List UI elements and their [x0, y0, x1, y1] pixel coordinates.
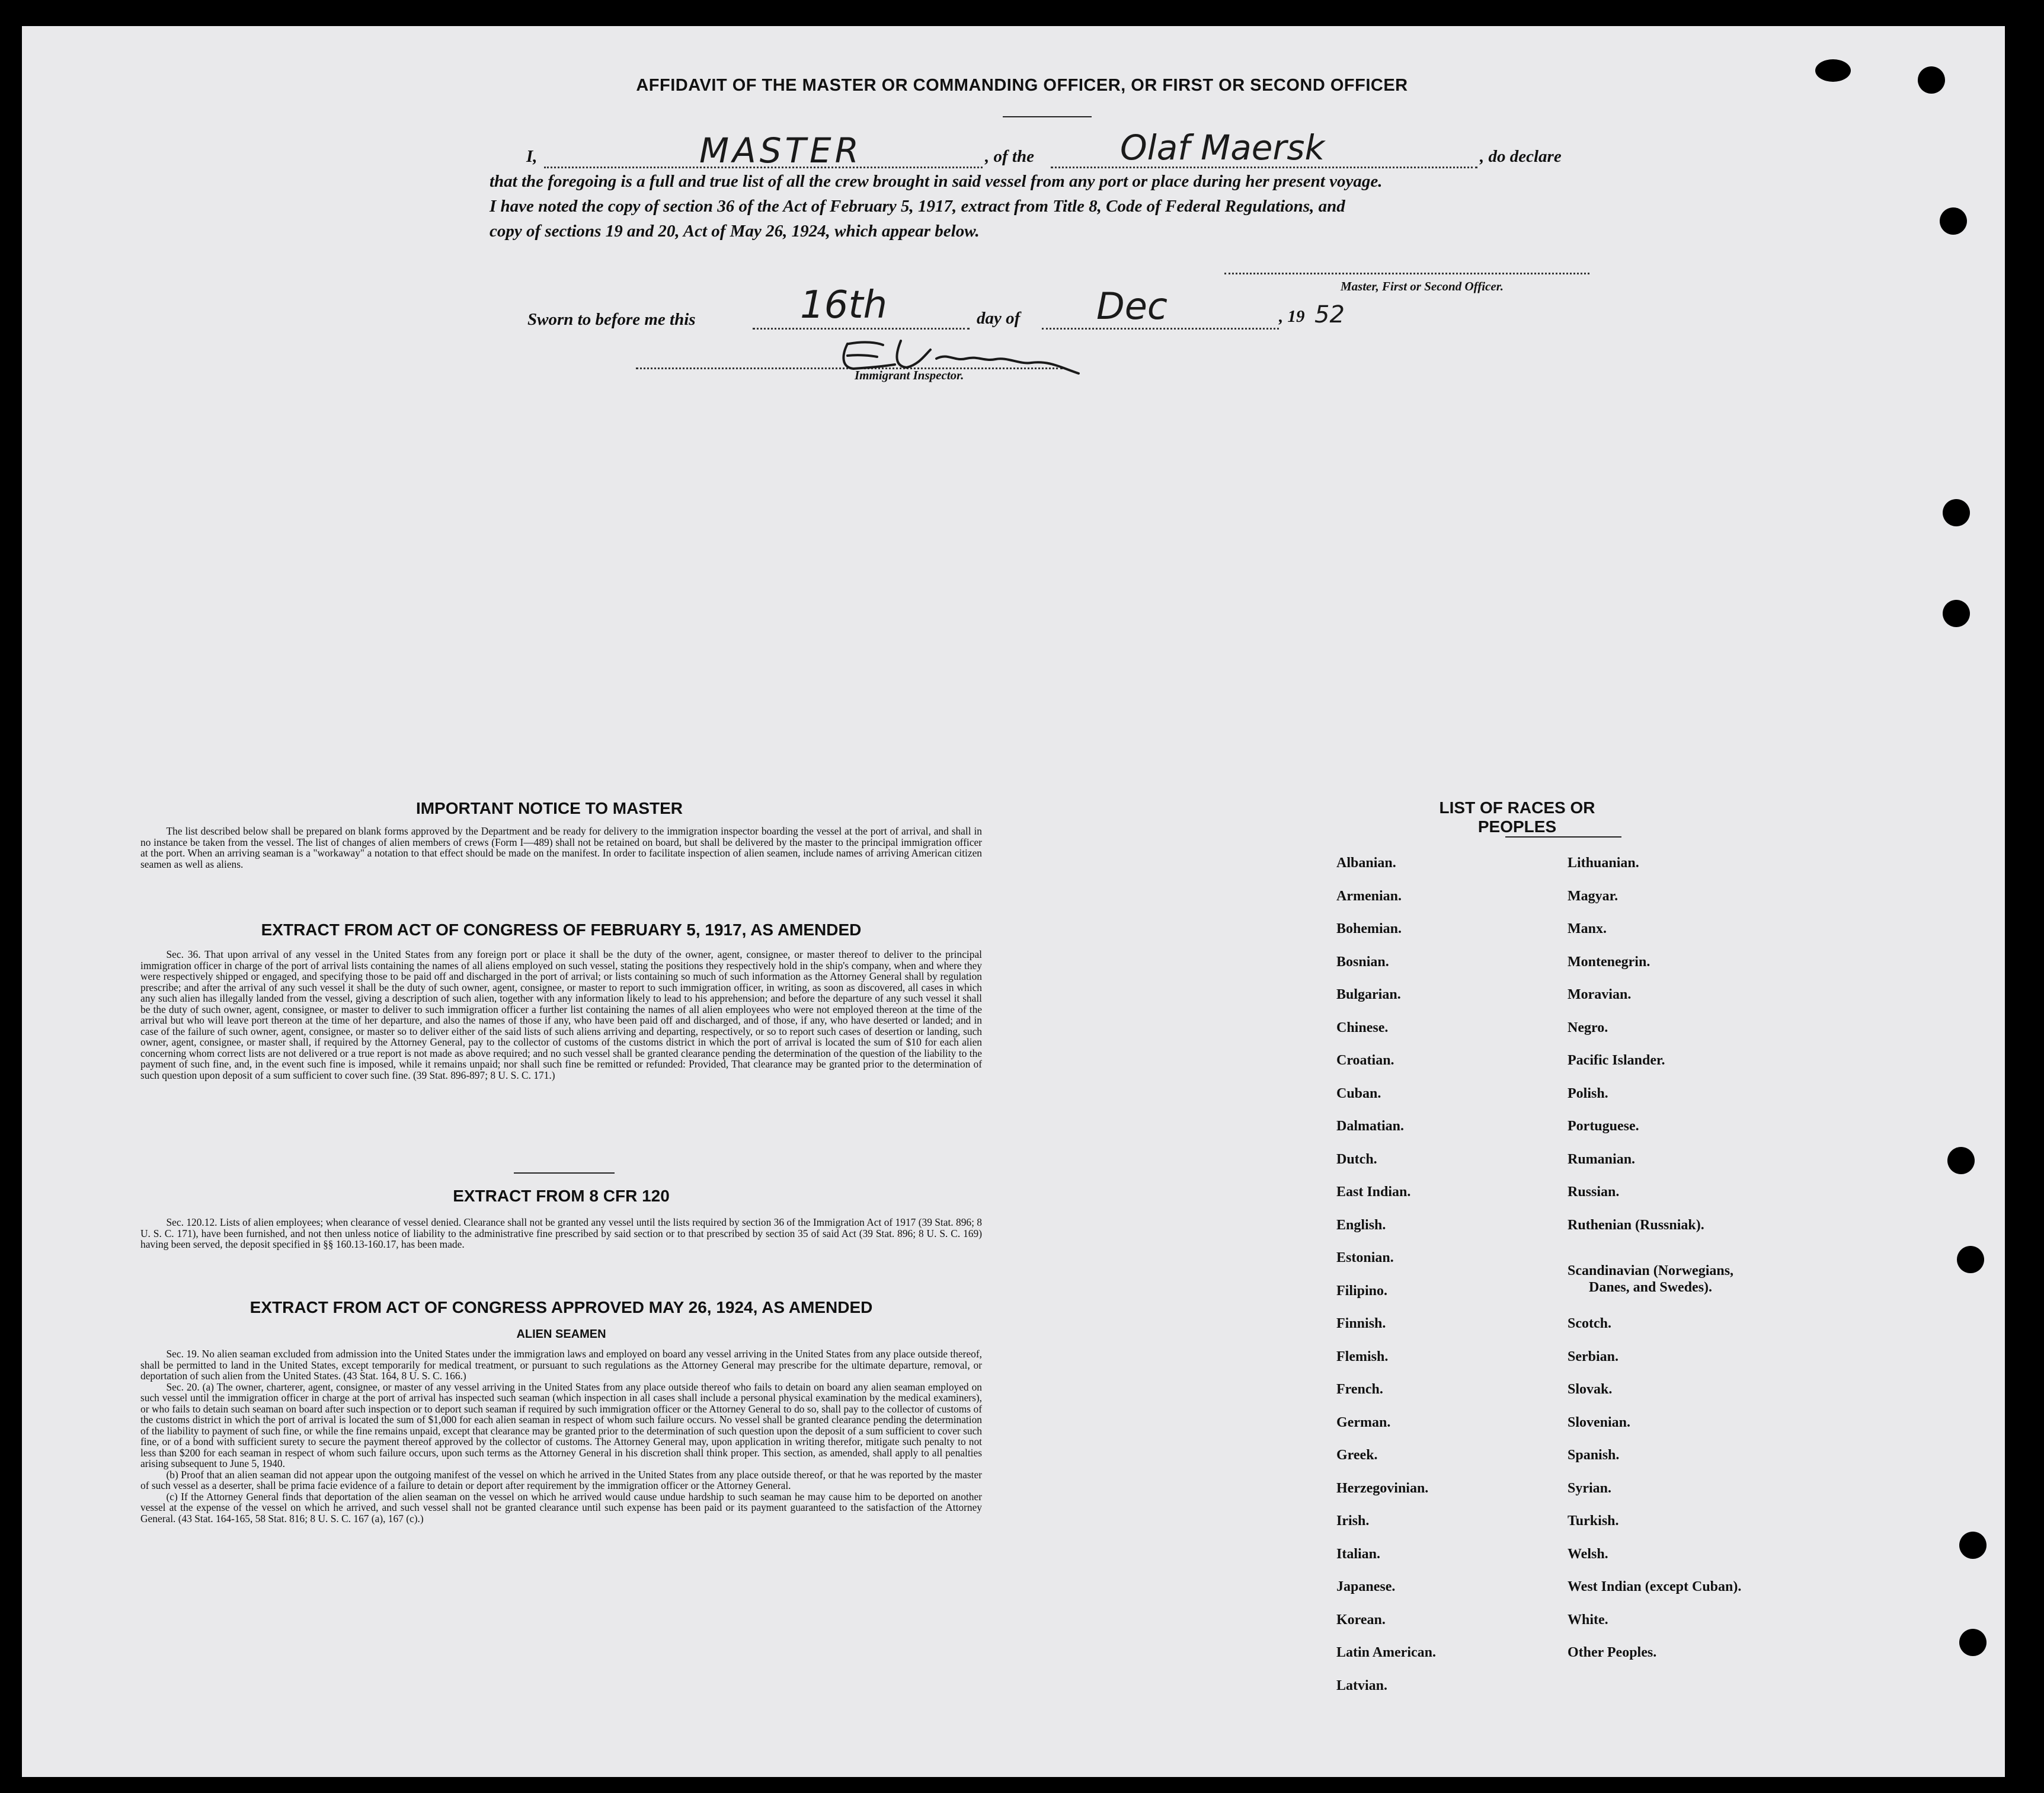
race-item: Latin American.	[1336, 1645, 1436, 1660]
master-caption: Master, First or Second Officer.	[1341, 279, 1504, 293]
race-item: Korean.	[1336, 1612, 1386, 1628]
race-item: Ruthenian (Russniak).	[1568, 1217, 1704, 1233]
section-120-paragraph: Sec. 120.12. Lists of alien employees; when clearance of vessel denied. Clearance shall not be granted any vessel until the lists required by section 36 of the Immigration Act of 1917 (39 Stat. 896; 8 U. S. C. 171), have been furnished, and not then unless notice of liability to the administrative fine prescribed by said section or to that prescribed by section 35 of said Act (39 Stat. 896; 8 U. S. C. 169) having been served, the deposit specified in §§ 160.13-160.17, has been made.	[140, 1216, 982, 1250]
divider	[514, 1172, 615, 1174]
race-item: Cuban.	[1336, 1085, 1381, 1101]
master-name-handwritten: MASTER	[699, 130, 862, 171]
race-item: Croatian.	[1336, 1053, 1394, 1068]
section-20c-paragraph: (c) If the Attorney General finds that deportation of the alien seaman on the vessel on which he arrived would cause undue hardship to such seaman he may cause him to be deported on another vessel at the expense of the vessel on which he arrived, and such vessel shall not be granted clearance until such expense has been paid or its payment guaranteed to the satisfaction of the Attorney General. (43 Stat. 164-165, 58 Stat. 816; 8 U. S. C. 167 (a), 167 (c).)	[140, 1490, 982, 1524]
race-item: Welsh.	[1568, 1546, 1608, 1562]
race-item: Irish.	[1336, 1513, 1370, 1529]
extract-8cfr-body	[140, 1217, 982, 1250]
race-item: German.	[1336, 1414, 1391, 1430]
day-handwritten: 16th	[800, 283, 888, 327]
race-item: Armenian.	[1336, 888, 1402, 904]
race-item: Albanian.	[1336, 855, 1396, 871]
affidavit-line-2: that the foregoing is a full and true list of all the crew brought in said vessel from any port or place during her present voyage.	[490, 172, 1383, 191]
race-item: Italian.	[1336, 1546, 1381, 1562]
affidavit-title: AFFIDAVIT OF THE MASTER OR COMMANDING OFFICER, OR FIRST OR SECOND OFFICER	[636, 76, 1408, 95]
punch-hole	[1940, 207, 1967, 235]
race-item: Herzegovinian.	[1336, 1480, 1429, 1496]
extract-1917-title: EXTRACT FROM ACT OF CONGRESS OF FEBRUARY 5, 1917, AS AMENDED	[261, 921, 862, 939]
race-item: Other Peoples.	[1568, 1645, 1657, 1660]
race-item: Slovak.	[1568, 1382, 1613, 1397]
race-item: Turkish.	[1568, 1513, 1619, 1529]
race-item: English.	[1336, 1217, 1386, 1233]
race-item: Magyar.	[1568, 888, 1618, 904]
race-item: Montenegrin.	[1568, 954, 1650, 970]
race-item: Pacific Islander.	[1568, 1053, 1665, 1068]
year-label: , 19	[1279, 307, 1305, 326]
race-item: Chinese.	[1336, 1019, 1389, 1035]
race-item: Dutch.	[1336, 1151, 1377, 1167]
year-handwritten: 52	[1314, 301, 1345, 328]
punch-hole	[1947, 1147, 1975, 1174]
race-item: Negro.	[1568, 1019, 1608, 1035]
sworn-label: Sworn to before me this	[527, 310, 696, 329]
punch-hole	[1959, 1532, 1987, 1559]
race-item: Manx.	[1568, 921, 1607, 937]
of-the-label: , of the	[985, 147, 1034, 166]
race-item: Rumanian.	[1568, 1151, 1636, 1167]
races-title: LIST OF RACES OR PEOPLES	[1439, 798, 1595, 836]
notice-title: IMPORTANT NOTICE TO MASTER	[415, 799, 683, 817]
race-item: Portuguese.	[1568, 1118, 1639, 1134]
notice-paragraph: The list described below shall be prepared on blank forms approved by the Department and be ready for delivery to the immigration inspector boarding the vessel at the port of arrival, and shall in no instance be taken from the vessel. The list of changes of alien members of crews (Form I—489) shall not be retained on board, but shall be delivered by the master to the principal immigration officer at the port. When an arriving seaman is a "workaway" a notation to that effect should be made on the manifest. In order to facilitate inspection of alien seamen, include names of arriving American citizen seamen as well as aliens.	[140, 825, 982, 870]
extract-1917-body	[140, 949, 982, 1081]
day-field-line	[753, 328, 970, 330]
divider	[1003, 116, 1092, 117]
race-item: French.	[1336, 1382, 1383, 1397]
race-item: Serbian.	[1568, 1348, 1619, 1364]
extract-1924-title: EXTRACT FROM ACT OF CONGRESS APPROVED MAY 26, 1924, AS AMENDED	[249, 1298, 873, 1316]
divider	[1505, 836, 1621, 838]
race-item: Scandinavian (Norwegians,	[1568, 1263, 1734, 1279]
punch-hole	[1943, 600, 1970, 627]
race-item: East Indian.	[1336, 1184, 1411, 1200]
master-signature-line	[1224, 273, 1589, 274]
inspector-caption: Immigrant Inspector.	[855, 368, 964, 382]
race-item: Dalmatian.	[1336, 1118, 1404, 1134]
punch-hole	[1943, 499, 1970, 526]
race-item: Russian.	[1568, 1184, 1620, 1200]
extract-8cfr-title: EXTRACT FROM 8 CFR 120	[453, 1187, 670, 1205]
section-36-paragraph: Sec. 36. That upon arrival of any vessel in the United States from any foreign port or place it shall be the duty of the owner, agent, consignee, or master thereof to deliver to the principal immigration officer in charge of the port of arrival lists containing the names of all aliens employed on such vessel, stating the positions they respectively hold in the ship's company, when and where they were respectively shipped or engaged, and specifying those to be paid off and discharged in the port of arrival; or lists containing so much of such information as the Attorney General shall by regulation prescribe; and after the arrival of any such vessel it shall be the duty of such owner, agent, consignee, or master to report to such immigration officer, in writing, as soon as discovered, all cases in which any such alien has illegally landed from the vessel, giving a description of such alien, together with any information likely to lead to his apprehension; and before the departure of any such vessel it shall be the duty of such owner, agent, consignee, or master to deliver to such immigration officer a further list containing the names of all alien employees who were not employed thereon at the time of the arrival but who will leave port thereon at the time of her departure, and also the names of those if any, who have been paid off and discharged, and of those, if any, who have deserted or landed; and in case of the failure of such owner, agent, consignee, or master so to deliver either of the said lists of such aliens arriving and departing, respectively, or so to report such cases of desertion or landing, such owner, agent, consignee, or master shall, if required by the Attorney General, pay to the collector of customs of the customs district in which the port of arrival is located the sum of $10 for each alien concerning whom correct lists are not delivered or a true report is not made as above required; and no such vessel shall be granted clearance pending the determination of the question of the liability to the payment of such fine, and, in the event such fine is imposed, while it remains unpaid; nor shall such fine be remitted or refunded: Provided, That clearance may be granted prior to the determination of such question upon deposit of a sum sufficient to cover such fine. (39 Stat. 896-897; 8 U. S. C. 171.)	[140, 948, 982, 1081]
race-item: Scotch.	[1568, 1316, 1611, 1331]
race-item: Moravian.	[1568, 987, 1632, 1002]
race-item: Bohemian.	[1336, 921, 1402, 937]
punch-hole	[1957, 1246, 1984, 1273]
race-item: Latvian.	[1336, 1677, 1388, 1693]
race-item: Bulgarian.	[1336, 987, 1401, 1002]
section-20b-paragraph: (b) Proof that an alien seaman did not appear upon the outgoing manifest of the vessel on which he arrived in the United States from any place outside thereof, or that he was reported by the master of such vessel as a deserter, shall be prima facie evidence of a failure to detain or deport after requirement by the immigration officer or the Attorney General.	[140, 1468, 982, 1491]
section-20a-paragraph: Sec. 20. (a) The owner, charterer, agent, consignee, or master of any vessel arriving in the United States from any place outside thereof who fails to detain on board any alien seaman employed on such vessel until the immigration officer in charge at the port of arrival has inspected such seaman (which inspection in all cases shall include a personal physical examination by the medical examiners), or who fails to detain such seaman on board after such inspection or to deport such seaman if required by such immigration officer or the Attorney General to do so, shall pay to the collector of customs of the customs district in which the port of arrival is located the sum of $1,000 for each alien seaman in respect of whom such failure occurs. No vessel shall be granted clearance pending the determination of the liability to payment of such fine, or while the fine remains unpaid, except that clearance may be granted prior to the determination of such question upon the deposit of a sum sufficient to cover such fine, or of a bond with sufficient surety to secure the payment thereof approved by the collector of customs. The Attorney General may, upon application in writing therefor, mitigate such penalty to not less than $200 for each seaman in respect of whom such failure occurs, upon such terms as the Attorney General in his discretion shall think proper. This section, as amended, shall apply to all penalties arising subsequent to June 5, 1940.	[140, 1380, 982, 1469]
race-item: Finnish.	[1336, 1316, 1386, 1331]
race-item: Syrian.	[1568, 1480, 1612, 1496]
race-item: Filipino.	[1336, 1283, 1388, 1299]
punch-hole	[1959, 1629, 1987, 1656]
alien-seamen-subtitle: ALIEN SEAMEN	[516, 1328, 606, 1341]
race-item: Bosnian.	[1336, 954, 1389, 970]
race-item: Slovenian.	[1568, 1414, 1631, 1430]
race-item: Lithuanian.	[1568, 855, 1639, 871]
do-declare-label: , do declare	[1480, 147, 1562, 166]
race-item: Danes, and Swedes).	[1589, 1280, 1713, 1296]
i-label: I,	[526, 147, 538, 166]
day-of-label: day of	[977, 309, 1021, 328]
race-item: Polish.	[1568, 1085, 1608, 1101]
month-field-line	[1042, 328, 1279, 330]
race-item: Estonian.	[1336, 1250, 1394, 1265]
race-item: Spanish.	[1568, 1447, 1620, 1463]
month-handwritten: Dec	[1096, 285, 1167, 328]
notice-body	[140, 826, 982, 870]
race-item: White.	[1568, 1612, 1608, 1628]
vessel-name-handwritten: Olaf Maersk	[1120, 127, 1325, 168]
section-19-paragraph: Sec. 19. No alien seaman excluded from admission into the United States under the immigration laws and employed on board any vessel arriving in the United States from any place outside thereof, shall be permitted to land in the United States, except temporarily for medical treatment, or pursuant to such regulations as the Attorney General may prescribe for the ultimate departure, removal, or deportation of such alien from the United States. (43 Stat. 164, 8 U. S. C. 166.)	[140, 1348, 982, 1382]
race-item: West Indian (except Cuban).	[1568, 1579, 1742, 1594]
affidavit-line-4: copy of sections 19 and 20, Act of May 26, 1924, which appear below.	[490, 222, 980, 241]
affidavit-line-3: I have noted the copy of section 36 of the Act of February 5, 1917, extract from Title 8, Code of Federal Regulations, and	[490, 197, 1345, 216]
race-item: Flemish.	[1336, 1348, 1389, 1364]
extract-1924-body	[140, 1348, 982, 1524]
race-item: Greek.	[1336, 1447, 1378, 1463]
race-item: Japanese.	[1336, 1579, 1396, 1594]
